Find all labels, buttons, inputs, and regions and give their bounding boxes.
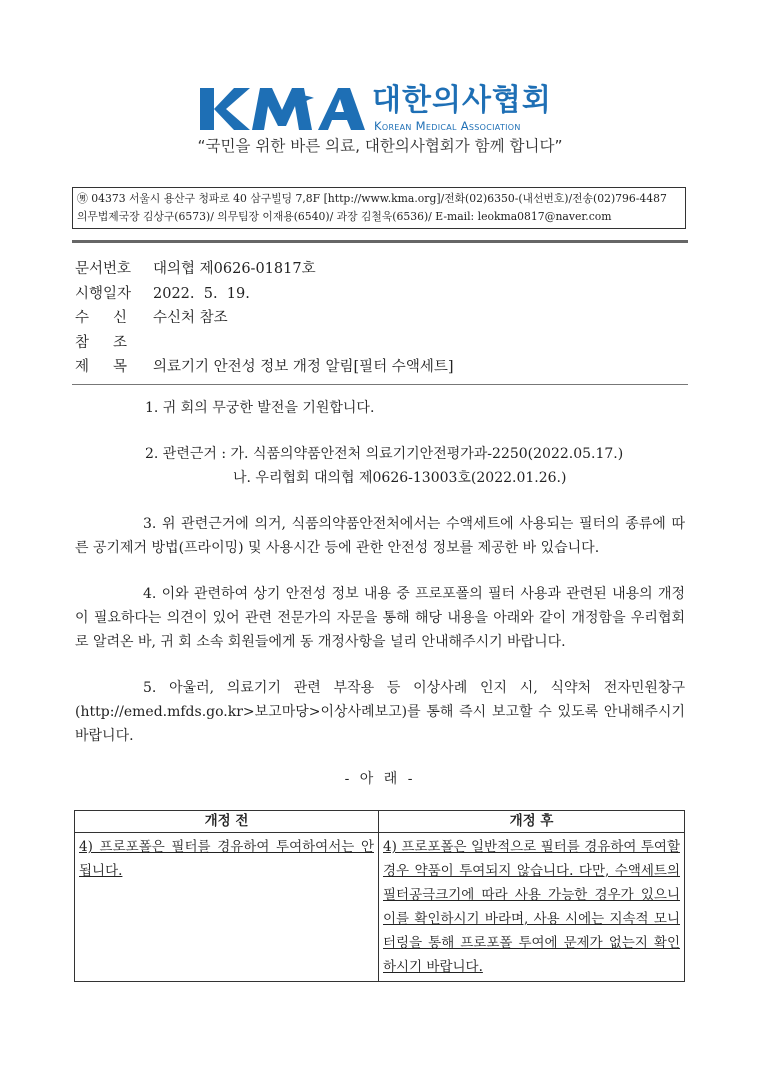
contact-staff-line: 의무법제국장 김상구(6573)/ 의무팀장 이재용(6540)/ 과장 김철욱(6536)/ E-mail: leokma0817@naver.com bbox=[77, 210, 612, 223]
reference-label-2: 조 bbox=[112, 334, 127, 351]
meta-reference bbox=[75, 331, 685, 356]
subject-value: 의료기기 안전성 정보 개정 알림[필터 수액세트] bbox=[153, 359, 454, 375]
meta-recipient bbox=[75, 306, 685, 331]
meta-date bbox=[75, 282, 685, 307]
meta-doc-number bbox=[75, 257, 685, 282]
header-before: 개정 전 bbox=[75, 811, 379, 833]
document-meta bbox=[75, 257, 685, 380]
reference-label-1: 참 bbox=[75, 334, 90, 351]
date-value: 2022. 5. 19. bbox=[153, 285, 250, 302]
paragraph-5: 5. 아울러, 의료기기 관련 부작용 등 이상사례 인지 시, 식약처 전자민원창구(http://emed.mfds.go.kr>보고마당>이상사례보고)를 통해 즉시 보고할 수 있도록 안내해주시기 바랍니다. bbox=[75, 680, 685, 744]
kma-logo-mark bbox=[200, 86, 365, 132]
table-row bbox=[75, 833, 685, 982]
slogan: “국민을 위한 바른 의료, 대한의사협회가 함께 합니다” bbox=[197, 137, 563, 155]
contact-address-line: ㊚ 04373 서울시 용산구 청파로 40 삼구빌딩 7,8F [http://www.kma.org]/전화(02)6350-(내선번호)/전송(02)796-4487 bbox=[77, 192, 667, 205]
date-label: 시행일자 bbox=[75, 285, 132, 302]
basis-item-b: 나. 우리협회 대의협 제0626-13003호(2022.01.26.) bbox=[233, 470, 567, 486]
divider-thin bbox=[72, 384, 688, 385]
paragraph-1: 1. 귀 회의 무궁한 발전을 기원합니다. bbox=[145, 400, 375, 416]
basis-item-a: 2. 관련근거 : 가. 식품의약품안전처 의료기기안전평가과-2250(2022.05.17.) bbox=[145, 446, 624, 462]
table-header-row bbox=[75, 811, 685, 833]
after-text: 4) 프로포폴은 일반적으로 필터를 경유하여 투여할 경우 약품이 투여되지 않습니다. 다만, 수액세트의 필터공극크기에 따라 사용 가능한 경우가 있으니 이를 확인하시기 바라며, 사용 시에는 지속적 모니터링을 통해 프로포폴 투여에 문제가 없는지 확인하시기 바랍니다. bbox=[383, 839, 680, 975]
recipient-value: 수신처 참조 bbox=[153, 310, 228, 326]
subject-label-1: 제 bbox=[75, 359, 90, 375]
meta-subject bbox=[75, 355, 685, 380]
paragraph-4: 4. 이와 관련하여 상기 안전성 정보 내용 중 프로포폴의 필터 사용과 관련된 내용의 개정이 필요하다는 의견이 있어 관련 전문가의 자문을 통해 해당 내용을 아래와 같이 개정함을 우리협회로 알려온 바, 귀 회 소속 회원들에게 동 개정사항을 널리 안내해주시기 바랍니다. bbox=[75, 586, 685, 650]
cell-before bbox=[75, 833, 379, 982]
org-name-korean: 대한의사협회 bbox=[372, 83, 552, 118]
document-body bbox=[75, 396, 685, 788]
contact-box bbox=[72, 187, 686, 229]
revision-table bbox=[74, 810, 685, 982]
header-logo bbox=[0, 83, 760, 136]
org-name-english: Korean Medical Association bbox=[374, 119, 521, 133]
recipient-label-2: 신 bbox=[112, 310, 127, 326]
header-after: 개정 후 bbox=[379, 811, 685, 833]
before-text: 4) 프로포폴은 필터를 경유하여 투여하여서는 안 됩니다. bbox=[79, 839, 374, 879]
paragraph-2 bbox=[75, 442, 685, 490]
subject-label-2: 목 bbox=[112, 359, 127, 375]
doc-number-label: 문서번호 bbox=[75, 261, 132, 277]
recipient-label-1: 수 bbox=[75, 310, 90, 326]
doc-number-value: 대의협 제0626-01817호 bbox=[153, 261, 316, 277]
divider-thick bbox=[72, 240, 688, 243]
cell-after bbox=[379, 833, 685, 982]
below-heading: - 아 래 - bbox=[344, 771, 416, 787]
paragraph-3: 3. 위 관련근거에 의거, 식품의약품안전처에서는 수액세트에 사용되는 필터의 종류에 따른 공기제거 방법(프라이밍) 및 사용시간 등에 관한 안전성 정보를 제공한 바 있습니다. bbox=[75, 516, 685, 556]
